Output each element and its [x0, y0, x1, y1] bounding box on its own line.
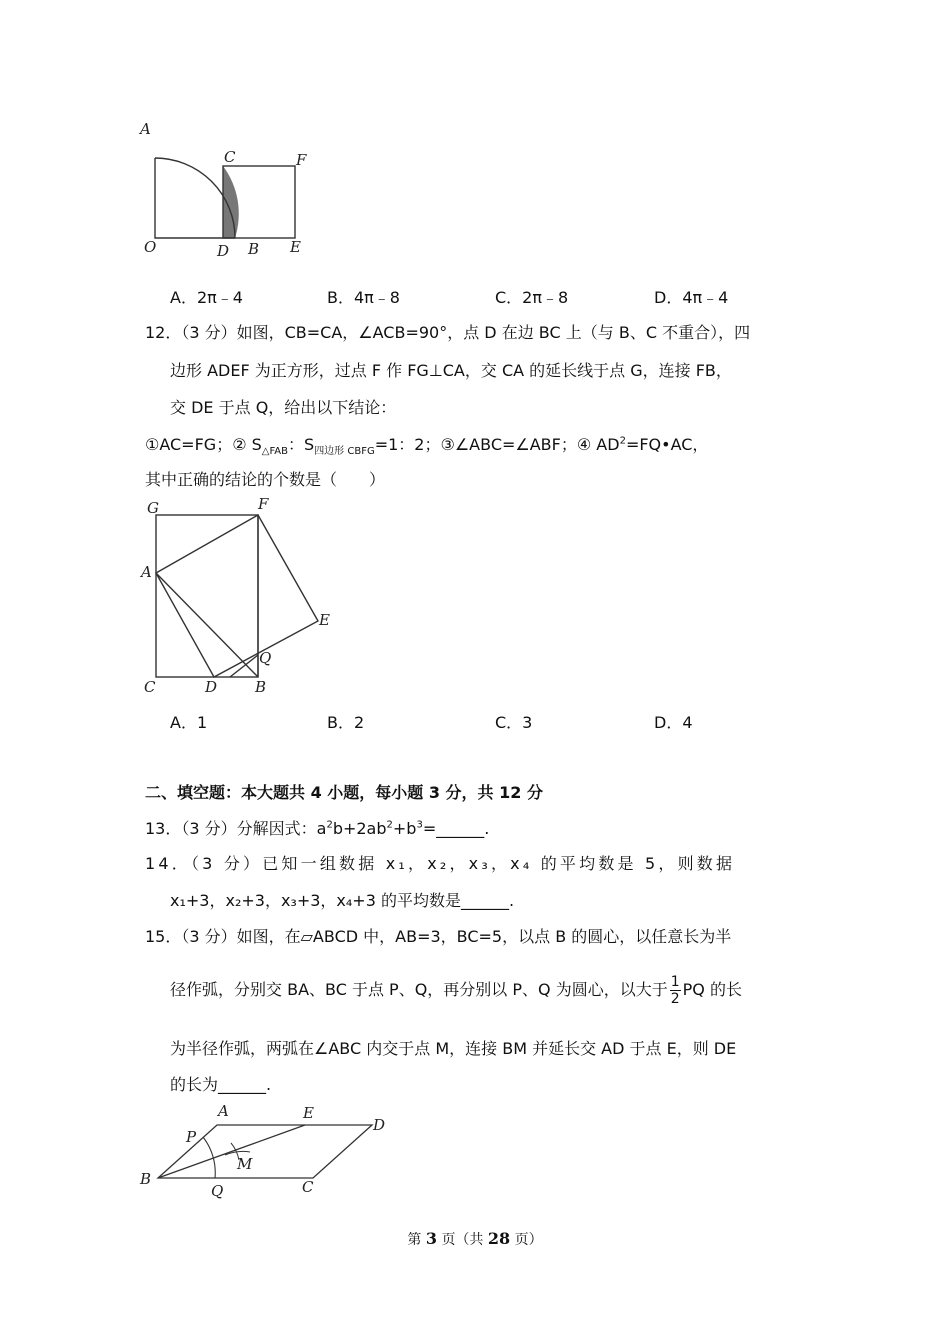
label-o: O	[144, 238, 157, 256]
q14-line-2: x₁+3，x₂+3，x₃+3，x₄+3 的平均数是______.	[170, 891, 515, 910]
q12-option-d[interactable]: D．4	[654, 713, 693, 732]
q15-line-4: 的长为______.	[170, 1075, 272, 1094]
q12-option-a[interactable]: A．1	[170, 713, 208, 732]
footer-page-number: 3	[425, 1229, 437, 1248]
fraction-half	[670, 975, 681, 1006]
q15-line-1: 15．（3 分）如图，在▱ABCD 中，AB=3，BC=5，以点 B 的圆心，以任意长为半	[145, 927, 732, 946]
q11-option-a[interactable]: A．2π﹣4	[170, 288, 243, 307]
q13-part-1: 13．（3 分）分解因式：a	[145, 819, 327, 838]
label-a: A	[218, 1102, 229, 1120]
conclusion-part-1: ①AC=FG；② S	[145, 435, 262, 454]
q11-option-b[interactable]: B．4π﹣8	[327, 288, 400, 307]
figure-q11	[135, 118, 315, 263]
label-e: E	[290, 238, 301, 256]
fraction-denominator: 2	[670, 991, 680, 1007]
q12-option-b[interactable]: B．2	[327, 713, 365, 732]
q13-sup-1: 2	[326, 819, 333, 831]
subscript-fab: △FAB	[261, 446, 289, 458]
label-p: P	[186, 1128, 197, 1146]
section-2-title: 二、填空题：本大题共 4 小题，每小题 3 分，共 12 分	[145, 783, 543, 802]
segment-be	[158, 1125, 305, 1178]
q15-line-2	[170, 975, 742, 1006]
label-e: E	[303, 1104, 314, 1122]
label-f: F	[296, 151, 307, 169]
q12-conclusions	[145, 432, 708, 457]
footer-total-pages: 28	[487, 1229, 511, 1248]
label-f: F	[258, 495, 269, 513]
label-q: Q	[211, 1182, 224, 1200]
figure-q12	[135, 495, 335, 700]
q13-part-2: b+2ab	[332, 819, 387, 838]
label-b: B	[140, 1170, 152, 1188]
rectangle-cbfg	[156, 515, 258, 677]
q15-line-2b: PQ 的长	[682, 980, 742, 999]
conclusion-part-3: =1：2；③∠ABC=∠ABF；④ AD	[374, 435, 620, 454]
q13-sup-3: 3	[416, 819, 423, 831]
q13-part-4: =______.	[422, 819, 490, 838]
label-a: A	[140, 120, 151, 138]
q12-line-3: 交 DE 于点 Q，给出以下结论：	[170, 398, 397, 417]
label-q: Q	[259, 649, 272, 667]
segment-ab	[156, 573, 258, 677]
label-a: A	[141, 563, 152, 581]
label-c: C	[144, 678, 156, 696]
label-c: C	[302, 1178, 314, 1196]
q12-line-5: 其中正确的结论的个数是（ ）	[145, 470, 386, 489]
q15-line-2a: 径作弧，分别交 BA、BC 于点 P、Q，再分别以 P、Q 为圆心，以大于	[170, 980, 668, 999]
q15-line-3: 为半径作弧，两弧在∠ABC 内交于点 M，连接 BM 并延长交 AD 于点 E，则 DE	[170, 1039, 737, 1058]
label-b: B	[248, 240, 260, 258]
q11-option-d[interactable]: D．4π﹣4	[654, 288, 729, 307]
footer-pre: 第	[407, 1232, 422, 1248]
q11-option-c[interactable]: C．2π﹣8	[495, 288, 569, 307]
page-footer	[0, 1229, 950, 1249]
conclusion-part-2: ：S	[288, 435, 315, 454]
fraction-numerator: 1	[670, 974, 680, 990]
q13-part-3: +b	[392, 819, 417, 838]
conclusion-part-4: =FQ•AC，	[625, 435, 709, 454]
arc-pq	[203, 1137, 215, 1178]
footer-mid: 页（共	[441, 1232, 484, 1248]
square-adef	[156, 515, 318, 677]
label-m: M	[237, 1155, 253, 1173]
q13-sup-2: 2	[386, 819, 393, 831]
label-d: D	[205, 678, 218, 696]
label-c: C	[224, 148, 236, 166]
q13-line	[145, 816, 489, 839]
q12-line-1: 12．（3 分）如图，CB=CA，∠ACB=90°，点 D 在边 BC 上（与 B、C 不重合），四	[145, 323, 751, 342]
footer-post: 页）	[514, 1232, 543, 1248]
label-b: B	[255, 678, 267, 696]
figure-q15	[135, 1100, 395, 1205]
shaded-region	[223, 166, 239, 238]
q14-line-1: 14．（3 分）已知一组数据 x₁，x₂，x₃，x₄ 的平均数是 5，则数据	[145, 854, 736, 873]
subscript-cbfg: 四边形 CBFG	[314, 446, 375, 458]
label-d: D	[217, 242, 230, 260]
q12-line-2: 边形 ADEF 为正方形，过点 F 作 FG⊥CA，交 CA 的延长线于点 G，连接 FB，	[170, 361, 732, 380]
label-e: E	[319, 611, 330, 629]
label-g: G	[147, 499, 159, 517]
label-d: D	[373, 1116, 386, 1134]
superscript-2: 2	[619, 435, 626, 447]
q12-option-c[interactable]: C．3	[495, 713, 533, 732]
